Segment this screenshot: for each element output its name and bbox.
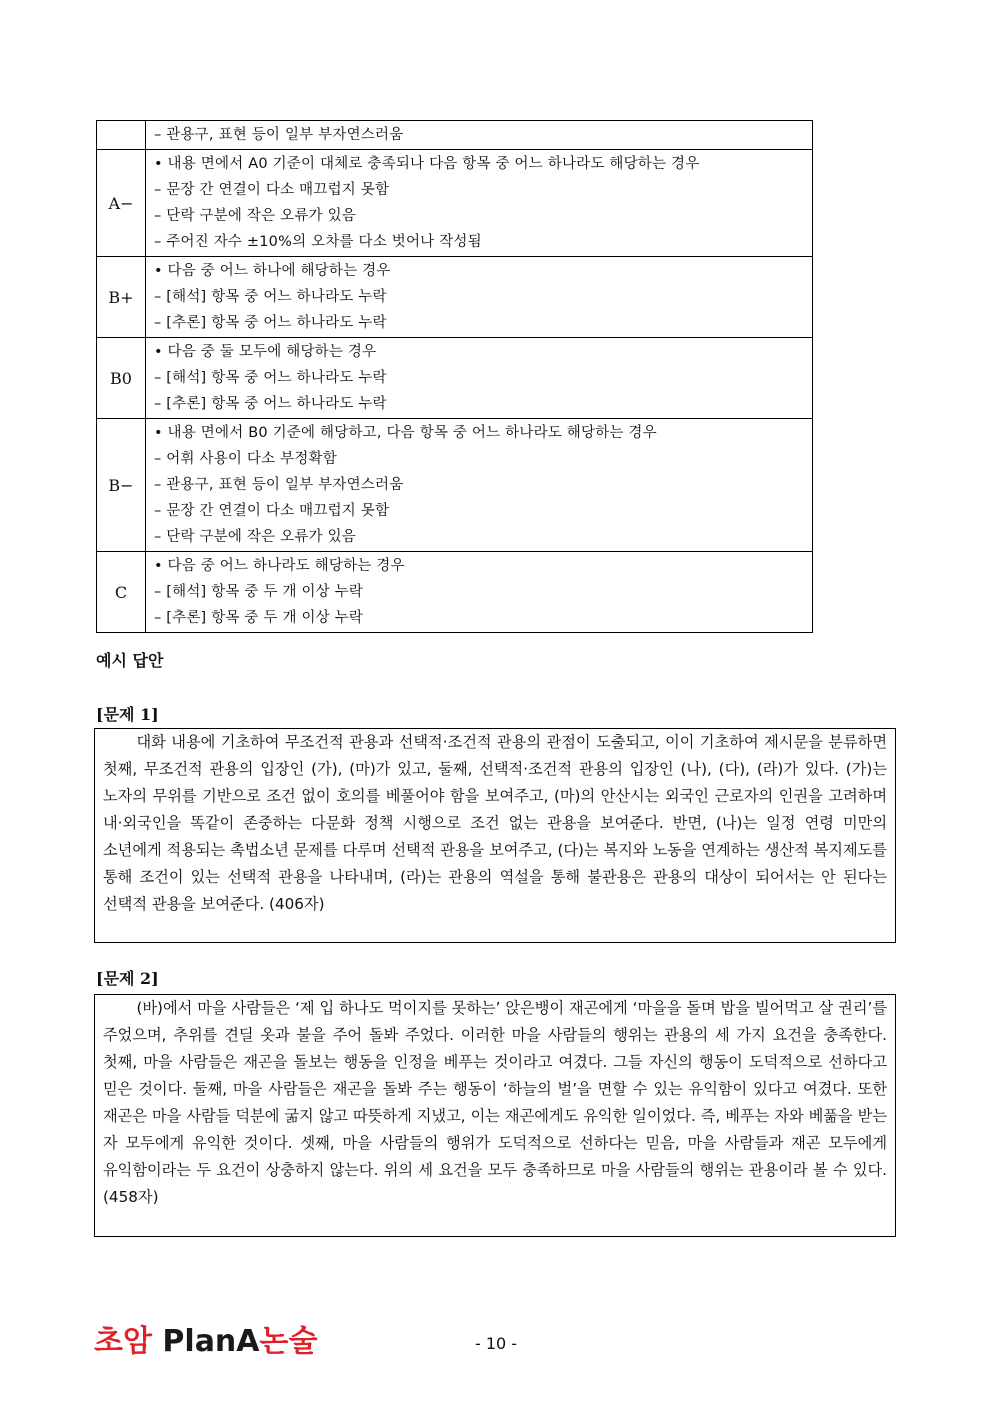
criteria-line: • 다음 중 어느 하나에 해당하는 경우 bbox=[154, 263, 391, 279]
problem-2-heading: [문제 2] bbox=[96, 969, 159, 988]
problem-2-answer-text: (바)에서 마을 사람들은 ‘제 입 하나도 먹이지를 못하는’ 앉은뱅이 재곤에게 ‘마을을 돌며 밥을 빌어먹고 살 권리’를 주었으며, 추위를 견딜 옷과 불을 주어 돌봐 주었다. 이러한 마을 사람들의 행위는 관용의 세 가지 요건을 충족한다. 첫째, 마을 사람들은 재곤을 돌보는 행동을 인정을 베푸는 것이라고 여겼다. 그들 자신의 행동이 도덕적으로 선하다고 믿은 것이다. 둘째, 마을 사람들은 재곤을 돌봐 주는 행동이 ‘하늘의 벌’을 면할 수 있는 유익함이 있다고 여겼다. 또한 재곤은 마을 사람들 덕분에 굶지 않고 따뜻하게 지냈고, 이는 재곤에게도 유익한 일이었다. 즉, 베푸는 자와 베풂을 받는 자 모두에게 유익한 것이다. 셋째, 마을 사람들의 행위가 도덕적으로 선하다는 믿음, 마을 사람들과 재곤 모두에게 유익함이라는 두 요건이 상충하지 않는다. 위의 세 요건을 모두 충족하므로 마을 사람들의 행위는 관용이라 볼 수 있다. (458자) bbox=[103, 999, 887, 1206]
rubric-row bbox=[97, 257, 813, 338]
problem-1-answer-text: 대화 내용에 기초하여 무조건적 관용과 선택적·조건적 관용의 관점이 도출되고, 이이 기초하여 제시문을 분류하면 첫째, 무조건적 관용의 입장인 (가), (마)가 있고, 둘째, 선택적·조건적 관용의 입장인 (나), (다), (라)가 있다. (가)는 노자의 무위를 기반으로 조건 없이 호의를 베풀어야 함을 보여주고, (마)의 안산시는 외국인 근로자의 인권을 고려하며 내·외국인을 똑같이 존중하는 다문화 정책 시행으로 조건 없는 관용을 보여준다. 반면, (나)는 일정 연령 미만의 소년에게 적용되는 촉법소년 문제를 다루며 선택적 관용을 보여주고, (다)는 복지와 노동을 연계하는 생산적 복지제도를 통해 조건이 있는 선택적 관용을 나타내며, (라)는 관용의 역설을 통해 불관용은 관용의 대상이 되어서는 안 된다는 선택적 관용을 보여준다. (406자) bbox=[103, 733, 887, 913]
rubric-row bbox=[97, 338, 813, 419]
criteria-cell bbox=[146, 419, 813, 552]
criteria-line: – [해석] 항목 중 두 개 이상 누락 bbox=[154, 584, 364, 600]
problem-2-answer-box bbox=[94, 994, 896, 1237]
criteria-line: – 관용구, 표현 등이 일부 부자연스러움 bbox=[154, 127, 404, 143]
criteria-cell bbox=[146, 150, 813, 257]
grading-rubric-table bbox=[96, 120, 813, 633]
rubric-row bbox=[97, 552, 813, 633]
criteria-line: • 내용 면에서 B0 기준에 해당하고, 다음 항목 중 어느 하나라도 해당하는 경우 bbox=[154, 425, 657, 441]
logo-text-nonsul: 논술 bbox=[259, 1324, 318, 1359]
logo-text-plana: PlanA bbox=[162, 1324, 260, 1359]
criteria-line: – [해석] 항목 중 어느 하나라도 누락 bbox=[154, 370, 387, 386]
criteria-line: – 문장 간 연결이 다소 매끄럽지 못함 bbox=[154, 182, 390, 198]
rubric-row bbox=[97, 419, 813, 552]
criteria-cell bbox=[146, 121, 813, 150]
grade-cell: B− bbox=[97, 419, 146, 552]
criteria-line: – 단락 구분에 작은 오류가 있음 bbox=[154, 529, 356, 545]
criteria-line: – [추론] 항목 중 어느 하나라도 누락 bbox=[154, 396, 387, 412]
criteria-line: • 다음 중 어느 하나라도 해당하는 경우 bbox=[154, 558, 405, 574]
rubric-row bbox=[97, 121, 813, 150]
problem-1-answer-box bbox=[94, 728, 896, 943]
criteria-cell bbox=[146, 257, 813, 338]
grade-cell: B+ bbox=[97, 257, 146, 338]
criteria-line: – [추론] 항목 중 두 개 이상 누락 bbox=[154, 610, 364, 626]
criteria-line: – 문장 간 연결이 다소 매끄럽지 못함 bbox=[154, 503, 390, 519]
grade-cell bbox=[97, 121, 146, 150]
criteria-line: – 단락 구분에 작은 오류가 있음 bbox=[154, 208, 356, 224]
criteria-cell bbox=[146, 552, 813, 633]
problem-1-heading: [문제 1] bbox=[96, 705, 159, 724]
page-number: - 10 - bbox=[474, 1334, 518, 1353]
criteria-line: • 내용 면에서 A0 기준이 대체로 충족되나 다음 항목 중 어느 하나라도 해당하는 경우 bbox=[154, 156, 700, 172]
rubric-row bbox=[97, 150, 813, 257]
criteria-line: – 어휘 사용이 다소 부정확함 bbox=[154, 451, 337, 467]
logo-text-choam: 초암 bbox=[94, 1324, 152, 1359]
criteria-line: – [추론] 항목 중 어느 하나라도 누락 bbox=[154, 315, 387, 331]
grade-cell: A− bbox=[97, 150, 146, 257]
criteria-line: – 주어진 자수 ±10%의 오차를 다소 벗어나 작성됨 bbox=[154, 234, 482, 250]
criteria-line: – [해석] 항목 중 어느 하나라도 누락 bbox=[154, 289, 387, 305]
grade-cell: C bbox=[97, 552, 146, 633]
criteria-cell bbox=[146, 338, 813, 419]
criteria-line: – 관용구, 표현 등이 일부 부자연스러움 bbox=[154, 477, 404, 493]
sample-answer-heading: 예시 답안 bbox=[96, 651, 164, 670]
grade-cell: B0 bbox=[97, 338, 146, 419]
criteria-line: • 다음 중 둘 모두에 해당하는 경우 bbox=[154, 344, 377, 360]
